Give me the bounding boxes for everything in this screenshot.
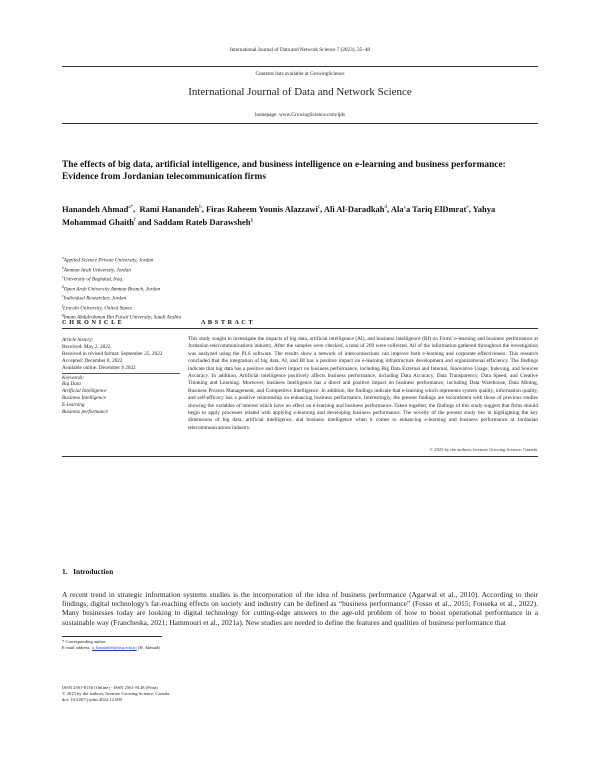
affiliation-item bbox=[62, 274, 362, 284]
running-head: International Journal of Data and Network Science 7 (2023), 35–48 bbox=[229, 47, 371, 53]
keywords-list bbox=[62, 381, 182, 416]
affiliation-mark: a bbox=[62, 256, 64, 260]
journal-homepage[interactable]: homepage: www.GrowingScience.com/ijds bbox=[255, 112, 345, 118]
author-separator: , bbox=[201, 203, 206, 214]
author-list bbox=[62, 202, 538, 228]
affiliation-text: Applied Science Private University, Jordan bbox=[63, 257, 154, 264]
author-name: Firas Raheem Younis Alazzawi bbox=[205, 203, 318, 214]
section-divider-rule bbox=[62, 328, 538, 329]
affiliation-text: Individual Researcher, Jordan bbox=[63, 295, 127, 302]
keywords-rule bbox=[62, 373, 180, 374]
email-suffix: (H. Ahmad) bbox=[136, 645, 160, 651]
keyword-item: Artificial Intelligence bbox=[62, 388, 107, 395]
affiliation-mark: d bbox=[62, 284, 64, 289]
author-separator: , bbox=[133, 203, 140, 214]
author-affiliation-mark: b bbox=[199, 205, 202, 210]
keyword-item: Business performance bbox=[62, 409, 108, 416]
paper-title: The effects of big data, artificial intelligence, and business intelligence on e-learning and business performance: Evidence from Jordanian telecommunication firms bbox=[62, 160, 506, 182]
author-separator: , bbox=[468, 203, 473, 214]
author-affiliation-mark: g bbox=[250, 217, 253, 223]
author-name: Yahya Mohammad Ghaith bbox=[62, 203, 496, 227]
author-name: Rami Hanandeh bbox=[139, 203, 200, 214]
affiliation-mark: c bbox=[62, 275, 64, 280]
author-separator: , bbox=[320, 203, 324, 214]
keyword-item: Business Intelligence bbox=[62, 395, 106, 402]
header-top-rule bbox=[62, 66, 538, 67]
abstract-heading: A B S T R A C T bbox=[201, 319, 254, 326]
abstract-copyright: © 2023 by the authors; licensee Growing Science, Canada. bbox=[429, 447, 538, 452]
author-affiliation-mark: c bbox=[317, 205, 321, 210]
journal-title: International Journal of Data and Network Science bbox=[188, 86, 412, 98]
abstract-bottom-rule bbox=[62, 456, 538, 457]
affiliation-text: University of Baghdad, Iraq bbox=[63, 276, 123, 283]
author-affiliation-mark: a* bbox=[128, 205, 134, 210]
affiliation-text: Amman Arab University, Jordan bbox=[63, 267, 131, 274]
history-item: Received: May 2, 2022 bbox=[62, 343, 111, 350]
affiliation-list bbox=[62, 255, 362, 322]
author-affiliation-mark: e bbox=[466, 205, 469, 210]
email-link[interactable]: a_hanandeh@asu.edu.jo bbox=[91, 645, 137, 651]
keyword-item: Big Data bbox=[62, 381, 81, 388]
affiliation-mark: b bbox=[62, 265, 64, 270]
bottom-copyright: © 2023 by the authors; licensee Growing Science, Canada. bbox=[62, 691, 171, 697]
affiliation-mark: f bbox=[62, 303, 63, 308]
history-item: Accepted: December 8, 2022 bbox=[62, 357, 123, 364]
keywords-label: Keywords: bbox=[62, 374, 85, 381]
footnotes bbox=[62, 639, 362, 651]
issn-line: ISSN 2561-8156 (Online) - ISSN 2561-8148 (Print) bbox=[62, 685, 158, 690]
history-item: Available online: December 8 2022 bbox=[62, 364, 136, 371]
affiliation-text: Open Arab University Amman Branch, Jordan bbox=[63, 286, 161, 293]
author-name: Ali Al-Daradkah bbox=[323, 203, 385, 214]
affiliation-text: Lincoln University, United States bbox=[63, 305, 132, 312]
corresponding-author-note: * Corresponding author. bbox=[62, 639, 107, 644]
history-item: Received in revised format: September 25, 2022 bbox=[62, 350, 163, 357]
email-line bbox=[62, 645, 362, 651]
author-name: Saddam Rateb Darawsheh bbox=[153, 216, 251, 227]
history-list bbox=[62, 344, 182, 372]
footnote-rule bbox=[62, 636, 162, 637]
introduction-heading: 1. Introduction bbox=[62, 567, 114, 576]
abstract-text: This study sought to investigate the impacts of big data, artificial intelligence (AI), and business intelligence (BI) on Firms' e-learning and business performance at Jordanian telecommunications industry. After the samples were checked, a total of 269 were collected. All of the information gathered throughout the investigation was analyzed using the PLS software. The results show a network of interconnections can improve both e-learning and corporate effectiveness. This research concluded that the integration of big data, AI, and BI has a positive impact on e-learning infrastructure development and organizational efficiency. The findings indicate that big data has a positive and direct impact on business performance, including Big Data External and Internal, Innovative Usage, Indexing, and Sources Accuracy. In addition, Artificial intelligence positively affects business performance, including Data Accuracy, Data Transparency, Data Speed, and Creative Thinking and Learning. Moreover, business intelligence has a direct and positive impact on business performance, including Data Warehouse, Data Mining, Business Process Management, and Competitive Intelligence. In addition, the findings indicate that e-learning which represents system quality, information quality, and self-efficacy has a positive relationship on enhancing business performance. Interestingly, the present findings are inconsistent with those of previous studies showing the variables of interest which have no effect on e-learning and business performance. Taken together, the findings of this study suggest that firms should begin to apply processes related with applying e-learning and developing business performance. The novelty of the present study lies in highlighting the key dimensions of big data, artificial intelligence, and business intelligence when it comes to enhancing e-learning and business performance at Jordanian telecommunications industry. bbox=[188, 336, 538, 431]
header-bottom-rule bbox=[62, 123, 538, 124]
email-label: E-mail address: bbox=[62, 645, 92, 651]
affiliation-mark: e bbox=[62, 294, 64, 299]
affiliation-item bbox=[62, 255, 362, 265]
author-affiliation-mark: f bbox=[134, 217, 136, 223]
affiliation-item bbox=[62, 303, 362, 313]
chronicle-heading: C H R O N I C L E bbox=[62, 319, 123, 326]
affiliation-item bbox=[62, 284, 362, 294]
author-name: Ala'a Tariq ElDmrat bbox=[390, 203, 467, 214]
affiliation-text: Imam Abdulrahman Bin Faisal University, Saudi Arabia bbox=[63, 314, 182, 321]
author-separator: and bbox=[135, 216, 154, 227]
keyword-item: E-learning bbox=[62, 402, 85, 409]
affiliation-item bbox=[62, 265, 362, 275]
author-separator: , bbox=[387, 203, 391, 214]
doi-line[interactable]: doi: 10.5267/j.ijdns.2022.12.009 bbox=[62, 697, 122, 703]
contents-available-line: Contents lists available at GrowingScience bbox=[255, 71, 345, 77]
history-label: Article history: bbox=[62, 337, 94, 343]
affiliation-mark: g bbox=[62, 313, 64, 318]
article-info-column bbox=[62, 337, 182, 416]
introduction-text: A recent trend in strategic information systems studies is the incorporation of the idea of business performance (Agarwal et al., 2010). According to their findings, digital technology's far-reaching effects on society and industry can be defined as “business performance” (Fosso et al., 2015; Fonseka et al., 2022). Many businesses today are looking to digital technology for cutting-edge answers to the age-old problem of how to boost operational performance in a sustainable way (Francheska, 2021; Hammouri et al., 2021a). New studies are needed to define the features and qualities of business performance that bbox=[62, 590, 538, 627]
publication-info bbox=[62, 685, 362, 704]
affiliation-item bbox=[62, 293, 362, 303]
author-name: Hanandeh Ahmad bbox=[62, 203, 129, 214]
author-affiliation-mark: d bbox=[384, 205, 388, 210]
